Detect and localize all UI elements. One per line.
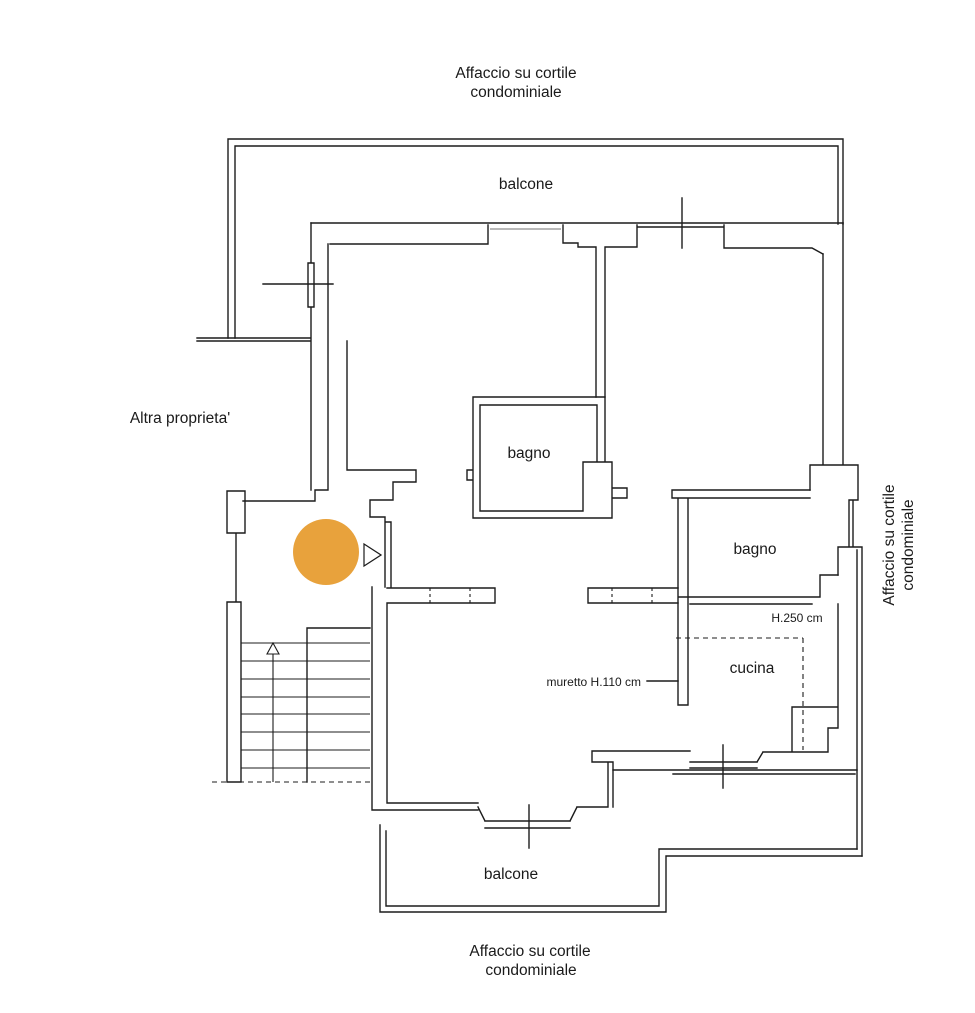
label-balcony-top: balcone <box>498 176 554 193</box>
label-balcony-bottom: balcone <box>483 866 539 883</box>
kitchen-ceiling-dashed <box>676 638 803 750</box>
entry-pillars <box>227 491 245 782</box>
label-kitchen: cucina <box>729 660 775 677</box>
right-walls <box>810 223 862 856</box>
wall-opening-ticks <box>430 588 652 603</box>
top-wall <box>311 198 843 397</box>
kitchen-walls <box>592 604 857 788</box>
label-other-property: Altra proprieta' <box>129 410 231 427</box>
position-marker[interactable] <box>293 519 359 585</box>
living-room-walls <box>372 587 678 848</box>
label-courtyard-bottom-line1: Affaccio su cortile <box>469 943 591 960</box>
label-ceiling-height: H.250 cm <box>771 611 823 625</box>
label-courtyard-right-line1: Affaccio su cortile <box>881 484 898 606</box>
top-balcony-outline <box>228 139 843 338</box>
label-bathroom-1: bagno <box>507 445 551 462</box>
label-bathroom-2: bagno <box>733 541 777 558</box>
door-direction-triangle-icon <box>364 544 381 566</box>
label-courtyard-top-line2: condominiale <box>470 84 562 101</box>
stair-treads <box>241 643 370 768</box>
label-courtyard-top-line1: Affaccio su cortile <box>455 65 577 82</box>
label-courtyard-right-line2: condominiale <box>900 499 917 591</box>
bottom-balcony-outline <box>380 825 862 912</box>
label-courtyard-bottom-line2: condominiale <box>485 962 577 979</box>
label-low-wall: muretto H.110 cm <box>546 675 641 689</box>
stairs-up-arrow-icon <box>267 643 279 654</box>
stair-structure <box>307 628 370 782</box>
